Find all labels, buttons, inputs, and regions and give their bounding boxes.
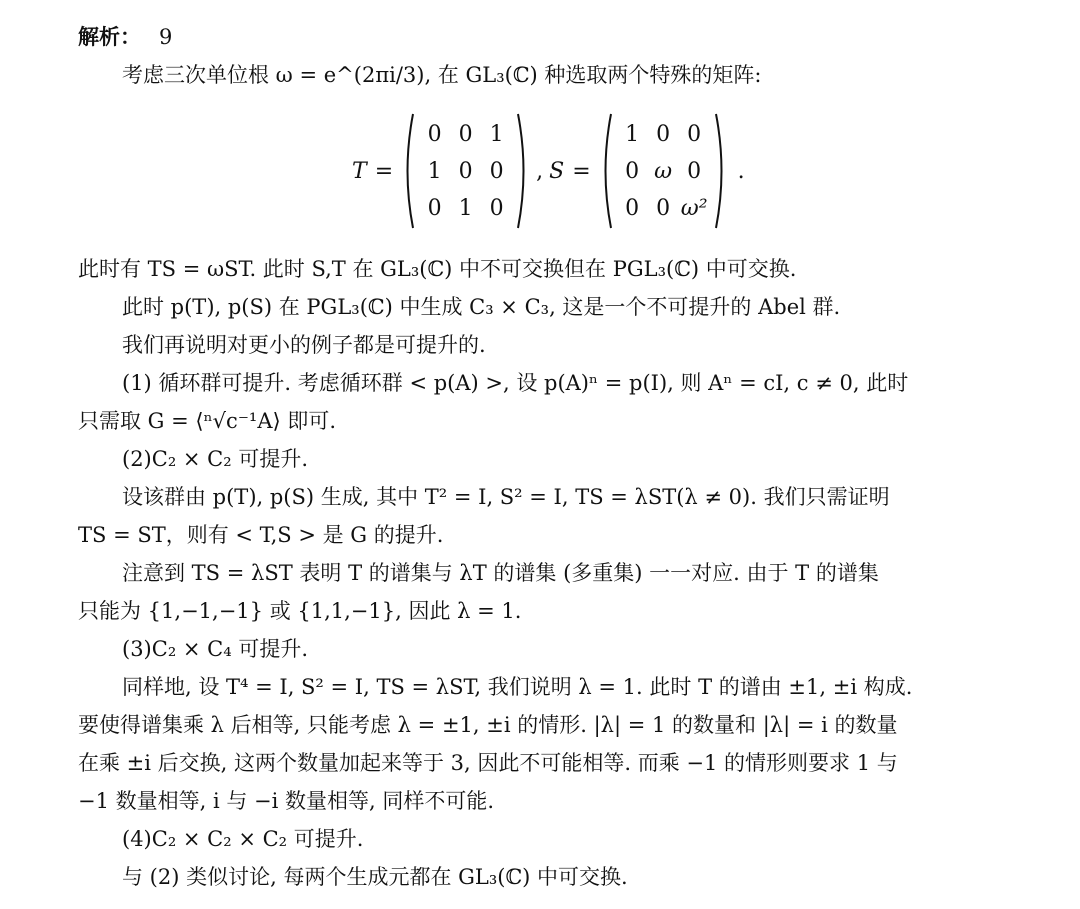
text-line: 要使得谱集乘 λ 后相等, 只能考虑 λ = ±1, ±i 的情形. |λ| = 1 的数量和 |λ| = i 的数量 bbox=[78, 713, 898, 737]
text-line: (2)C₂ × C₂ 可提升. bbox=[122, 447, 309, 471]
text-line: −1 数量相等, i 与 −i 数量相等, 同样不可能. bbox=[78, 789, 495, 813]
matrix-cell: 1 bbox=[489, 121, 504, 147]
matrix-cell: 0 bbox=[687, 158, 702, 184]
text-line: (1) 循环群可提升. 考虑循环群 < p(A) >, 设 p(A)ⁿ = p(I), 则 Aⁿ = cI, c ≠ 0, 此时 bbox=[122, 371, 909, 395]
text-line: 注意到 TS = λST 表明 T 的谱集与 λT 的谱集 (多重集) 一一对应. 由于 T 的谱集 bbox=[122, 561, 879, 585]
matrix-cell: 0 bbox=[458, 121, 473, 147]
text-line: 只能为 {1,−1,−1} 或 {1,1,−1}, 因此 λ = 1. bbox=[78, 599, 522, 623]
intro-line: 考虑三次单位根 ω = e^(2πi/3), 在 GL₃(ℂ) 种选取两个特殊的矩阵: bbox=[122, 63, 762, 87]
matrix-t-name: T bbox=[352, 158, 367, 184]
text-line: TS = ST，则有 < T,S > 是 G 的提升. bbox=[78, 523, 444, 547]
matrix-cell: 1 bbox=[625, 121, 640, 147]
equals-sign-s: = bbox=[572, 158, 591, 184]
matrix-t bbox=[401, 112, 530, 230]
text-line: 在乘 ±i 后交换, 这两个数量加起来等于 3, 因此不可能相等. 而乘 −1 的情形则要求 1 与 bbox=[78, 751, 898, 775]
matrix-cell: 0 bbox=[489, 195, 504, 221]
text-line: 同样地, 设 T⁴ = I, S² = I, TS = λST, 我们说明 λ = 1. 此时 T 的谱由 ±1, ±i 构成. bbox=[122, 675, 913, 699]
answer-value: 9 bbox=[159, 25, 173, 49]
text-line: (3)C₂ × C₄ 可提升. bbox=[122, 637, 309, 661]
text-line: 只需取 G = ⟨ⁿ√c⁻¹A⟩ 即可. bbox=[78, 409, 337, 433]
matrix-cell: 1 bbox=[458, 195, 473, 221]
matrix-cell: 0 bbox=[656, 121, 671, 147]
text-line: (4)C₂ × C₂ × C₂ 可提升. bbox=[122, 827, 364, 851]
text-line: 我们再说明对更小的例子都是可提升的. bbox=[122, 333, 486, 357]
matrix-cell: 0 bbox=[427, 195, 442, 221]
left-paren-icon bbox=[401, 112, 415, 230]
text-line: 此时 p(T), p(S) 在 PGL₃(ℂ) 中生成 C₃ × C₃, 这是一个不可提升的 Abel 群. bbox=[122, 295, 841, 319]
solution-label: 解析： bbox=[78, 25, 141, 49]
matrix-cell: ω² bbox=[680, 195, 708, 221]
matrix-cell: 0 bbox=[687, 121, 702, 147]
matrix-cell: 0 bbox=[656, 195, 671, 221]
right-paren-icon bbox=[714, 112, 728, 230]
matrix-cell: 0 bbox=[458, 158, 473, 184]
matrix-t-grid bbox=[415, 116, 516, 227]
matrix-cell: 0 bbox=[489, 158, 504, 184]
matrix-cell: ω bbox=[654, 158, 673, 184]
equals-sign-t: = bbox=[374, 158, 394, 184]
matrix-s-name: S bbox=[549, 158, 565, 184]
matrix-equation bbox=[352, 108, 745, 234]
matrix-cell: 0 bbox=[625, 158, 640, 184]
text-line: 设该群由 p(T), p(S) 生成, 其中 T² = I, S² = I, TS = λST(λ ≠ 0). 我们只需证明 bbox=[122, 485, 890, 509]
text-line: 与 (2) 类似讨论, 每两个生成元都在 GL₃(ℂ) 中可交换. bbox=[122, 865, 628, 889]
matrix-cell: 0 bbox=[625, 195, 640, 221]
left-paren-icon bbox=[599, 112, 613, 230]
right-paren-icon bbox=[516, 112, 530, 230]
matrix-end-period: . bbox=[737, 158, 745, 184]
matrix-s-grid bbox=[613, 116, 714, 227]
matrix-cell: 1 bbox=[427, 158, 442, 184]
matrix-separator: , bbox=[536, 158, 544, 184]
solution-heading bbox=[78, 22, 172, 52]
text-line: 此时有 TS = ωST. 此时 S,T 在 GL₃(ℂ) 中不可交换但在 PGL₃(ℂ) 中可交换. bbox=[78, 257, 797, 281]
matrix-s bbox=[599, 112, 728, 230]
matrix-cell: 0 bbox=[427, 121, 442, 147]
